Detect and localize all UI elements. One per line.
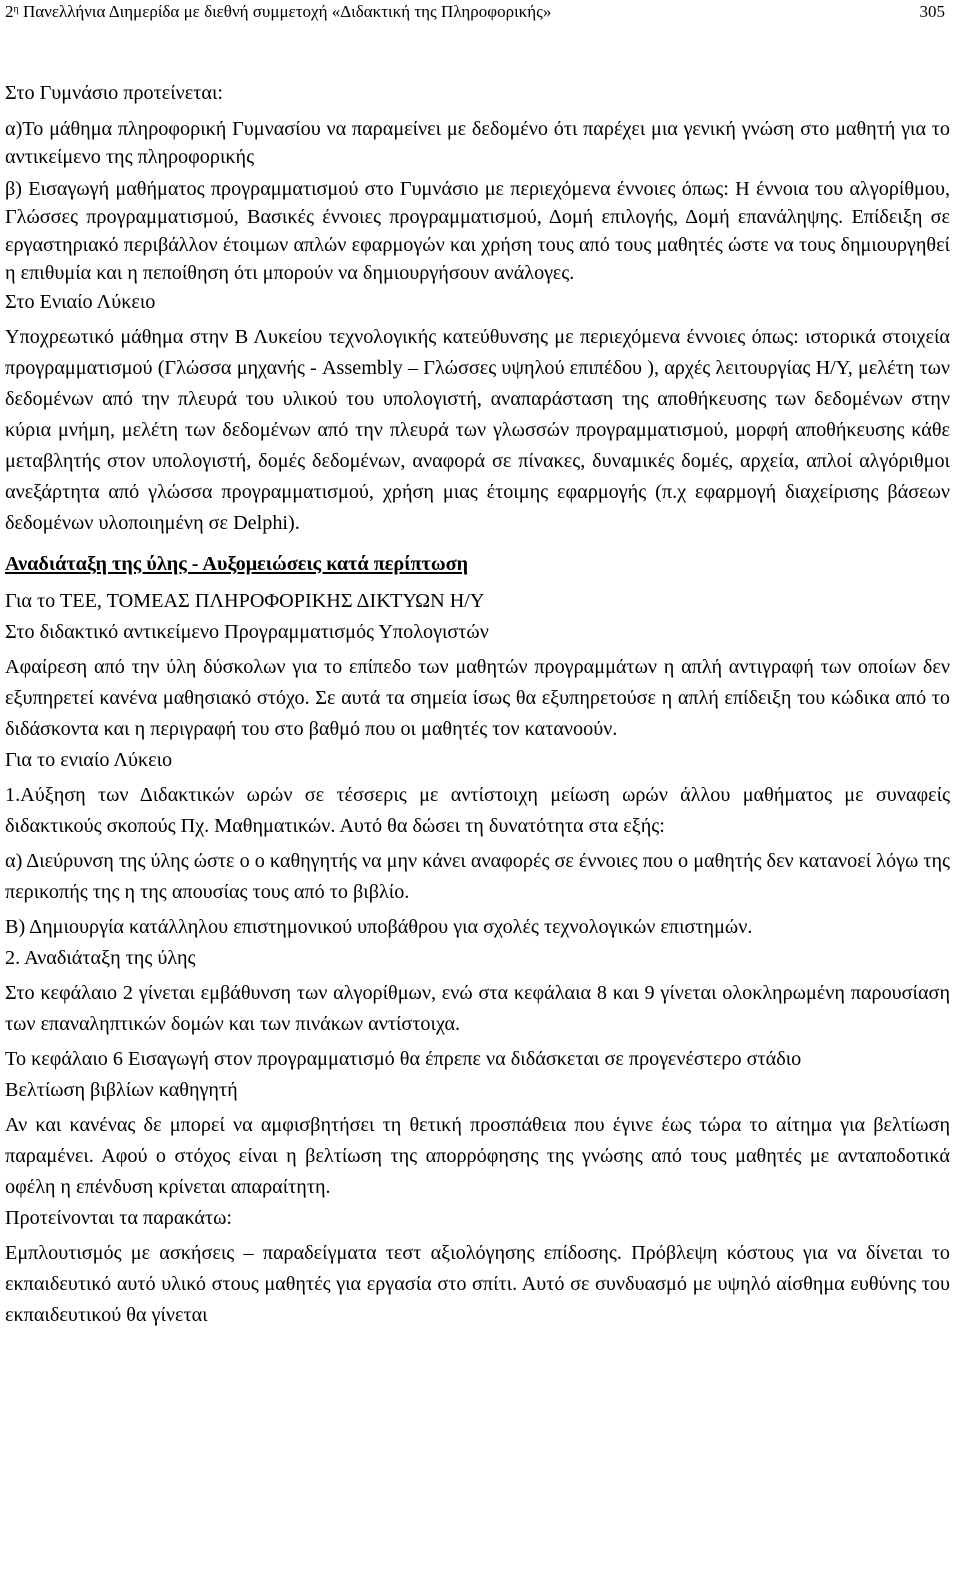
paragraph: 2. Αναδιάταξη της ύλης bbox=[5, 947, 196, 969]
paragraph: β) Εισαγωγή μαθήματος προγραμματισμού στο Γυμνάσιο με περιεχόμενα έννοιες όπως: Η έννοια του αλγορίθμου, Γλώσσες προγραμματισμού, Βασικές έννοιες προγραμματισμού, Δομή επιλογής, Δομή επανάληψης. Επίδειξη σε εργαστηριακό περιβάλλον έτοιμων απλών εφαρμογών και χρήση τους από τους μαθητές ώστε να τους δημιουργηθεί η επιθυμία και η πεποίθηση ότι μπορούν να δημιουργήσουν ανάλογες. bbox=[5, 178, 950, 284]
paragraph: Στο Γυμνάσιο προτείνεται: bbox=[5, 82, 224, 104]
document-body bbox=[5, 78, 950, 1331]
paragraph: Εμπλουτισμός με ασκήσεις – παραδείγματα τεστ αξιολόγησης επίδοσης. Πρόβλεψη κόστους για να δίνεται το εκπαιδευτικό αυτό υλικό στους μαθητές για εργασία στο σπίτι. Αυτό σε συνδυασμό με υψηλό αίσθημα ευθύνης του εκπαιδευτικού θα γίνεται bbox=[5, 1242, 950, 1326]
paragraph: Στο Ενιαίο Λύκειο bbox=[5, 291, 156, 313]
header-ordinal: 2 bbox=[5, 2, 14, 21]
paragraph: Το κεφάλαιο 6 Εισαγωγή στον προγραμματισμό θα έπρεπε να διδάσκεται σε προγενέστερο στάδιο bbox=[5, 1048, 802, 1070]
paragraph: 1.Αύξηση των Διδακτικών ωρών σε τέσσερις με αντίστοιχη μείωση ωρών άλλου μαθήματος με συναφείς διδακτικούς σκοπούς Πχ. Μαθηματικών. Αυτό θα δώσει τη δυνατότητα στα εξής: bbox=[5, 784, 950, 837]
paragraph: Αν και κανένας δε μπορεί να αμφισβητήσει τη θετική προσπάθεια που έγινε έως τώρα το αίτημα για βελτίωση παραμένει. Αφού ο στόχος είναι η βελτίωση της απορρόφησης της γνώσης από τους μαθητές με ανταποδοτικά οφέλη η επένδυση κρίνεται απαραίτητη. bbox=[5, 1114, 950, 1198]
header-title-text: Πανελλήνια Διημερίδα με διεθνή συμμετοχή «Διδακτική της Πληροφορικής» bbox=[18, 2, 552, 21]
paragraph: Υποχρεωτικό μάθημα στην Β Λυκείου τεχνολογικής κατεύθυνσης με περιεχόμενα έννοιες όπως: ιστορικά στοιχεία προγραμματισμού (Γλώσσα μηχανής - Assembly – Γλώσσες υψηλού επιπέδου ), αρχές λειτουργίας Η/Υ, μελέτη των δεδομένων από την πλευρά του υλικού του υπολογιστή, αναπαράσταση της αποθήκευσης των δεδομένων στην κύρια μνήμη, μελέτη των δεδομένων από την πλευρά των γλωσσών προγραμματισμού, μορφή αποθήκευσης κάθε μεταβλητής στον υπολογιστή, δομές δεδομένων, αναφορά σε πίνακες, δυναμικές δομές, αρχεία, απλοί αλγόριθμοι ανεξάρτητα από γλώσσα προγραμματισμού, χρήση μιας έτοιμης εφαρμογής (π.χ εφαρμογή διαχείρισης βάσεων δεδομένων υλοποιημένη σε Delphi). bbox=[5, 326, 950, 534]
header-title bbox=[5, 0, 551, 24]
paragraph: α)Το μάθημα πληροφορική Γυμνασίου να παραμείνει με δεδομένο ότι παρέχει μια γενική γνώση στο μαθητή για το αντικείμενο της πληροφορικής bbox=[5, 118, 950, 168]
paragraph: Στο διδακτικό αντικείμενο Προγραμματισμός Υπολογιστών bbox=[5, 621, 489, 643]
header-ordinal-suffix: η bbox=[13, 4, 19, 15]
paragraph: Για το ΤΕΕ, ΤΟΜΕΑΣ ΠΛΗΡΟΦΟΡΙΚΗΣ ΔΙΚΤΥΩΝ Η/Υ bbox=[5, 590, 485, 612]
page-number: 305 bbox=[919, 2, 945, 21]
paragraph: α) Διεύρυνση της ύλης ώστε ο ο καθηγητής να μην κάνει αναφορές σε έννοιες που ο μαθητής δεν κατανοεί λόγω της περικοπής της η της απουσίας τους από το βιβλίο. bbox=[5, 850, 950, 903]
paragraph: Αφαίρεση από την ύλη δύσκολων για το επίπεδο των μαθητών προγραμμάτων η απλή αντιγραφή των οποίων δεν εξυπηρετεί κανένα μαθησιακό στόχο. Σε αυτά τα σημεία ίσως θα εξυπηρετούσε η απλή επίδειξη του κώδικα από το διδάσκοντα και η περιγραφή του στο βαθμό που οι μαθητές τον κατανοούν. bbox=[5, 656, 950, 740]
paragraph: Β) Δημιουργία κατάλληλου επιστημονικού υποβάθρου για σχολές τεχνολογικών επιστημών. bbox=[5, 916, 753, 938]
paragraph: Για το ενιαίο Λύκειο bbox=[5, 749, 173, 771]
paragraph: Βελτίωση βιβλίων καθηγητή bbox=[5, 1079, 238, 1101]
paragraph: Προτείνονται τα παρακάτω: bbox=[5, 1207, 233, 1229]
paragraph: Στο κεφάλαιο 2 γίνεται εμβάθυνση των αλγορίθμων, ενώ στα κεφάλαια 8 και 9 γίνεται ολοκληρωμένη παρουσίαση των επαναληπτικών δομών και των πινάκων αντίστοιχα. bbox=[5, 982, 950, 1035]
page-header bbox=[5, 0, 945, 30]
section-heading: Αναδιάταξη της ύλης - Αυξομειώσεις κατά περίπτωση bbox=[5, 553, 469, 575]
